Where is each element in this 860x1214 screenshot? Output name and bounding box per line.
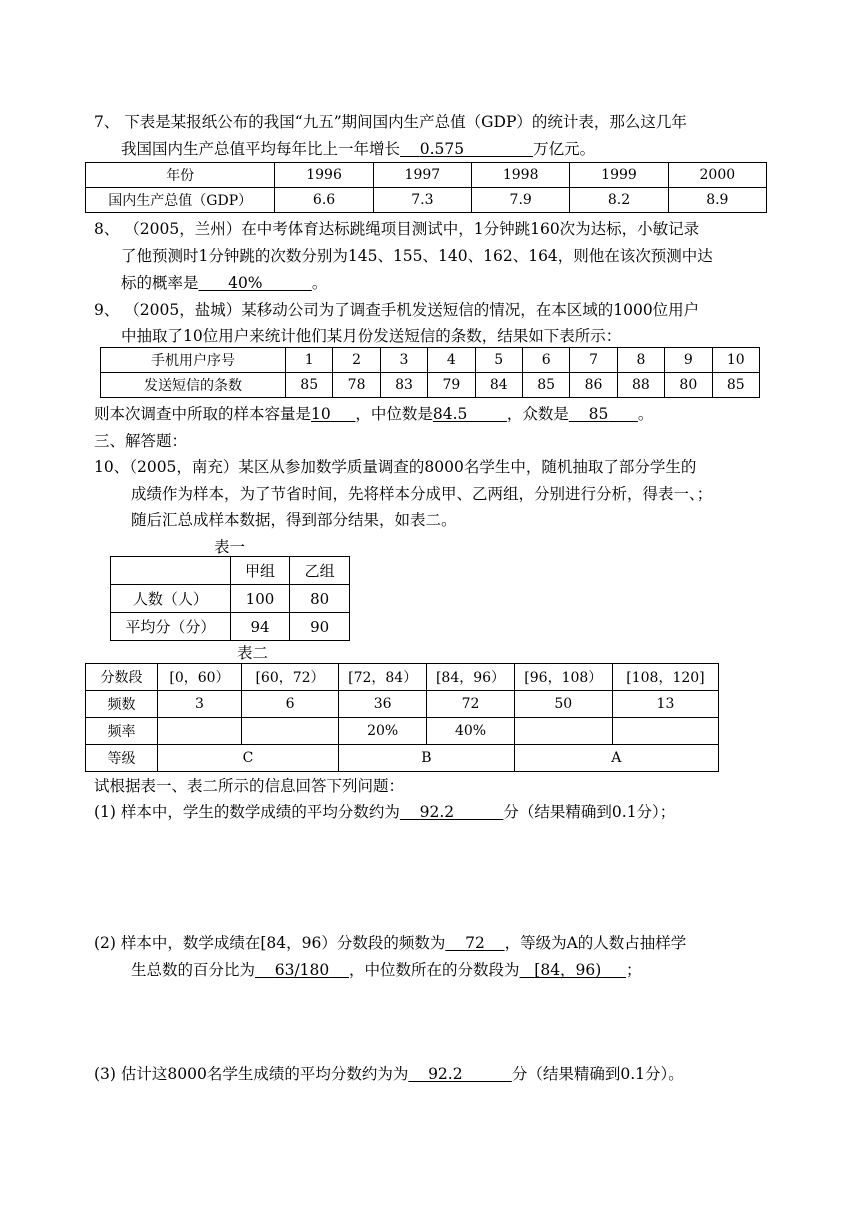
q7-line2-pre: 我国国内生产总值平均每年比上一年增长 (121, 140, 401, 158)
q8-line2: 了他预测时1分钟跳的次数分别为145、155、140、162、164，则他在该次预测中达 (121, 247, 713, 265)
q7-answer (400, 140, 533, 158)
gdp-year: 1999 (570, 163, 668, 188)
q10-part1-answer-value: 92.2 (419, 803, 455, 821)
q10-part2-answer2 (255, 961, 349, 979)
q10-part3 (94, 1064, 684, 1084)
sms-count: 84 (475, 373, 522, 398)
sms-count: 78 (333, 373, 380, 398)
q10-part2-line2-mid: ，中位数所在的分数段为 (348, 961, 520, 979)
q10-part2-line2-pre: 生总数的百分比为 (131, 961, 256, 979)
sms-count: 86 (570, 373, 617, 398)
q10-part3-pre: (3) 估计这8000名学生成绩的平均分数约为为 (94, 1065, 409, 1083)
gdp-year: 2000 (668, 163, 766, 188)
table2-segment: [84，96） (427, 664, 514, 691)
sms-id-row (101, 348, 760, 373)
q9-result-mid1: ，中位数是 (355, 405, 433, 423)
q10-part2-answer1 (445, 934, 504, 952)
table2-freq: 36 (339, 691, 427, 718)
table2-freq: 6 (242, 691, 339, 718)
sms-count: 79 (428, 373, 475, 398)
sms-id: 9 (665, 348, 712, 373)
q10-part3-post: 分（结果精确到0.1分）。 (511, 1065, 684, 1083)
gdp-table (85, 162, 767, 213)
sms-id: 5 (475, 348, 522, 373)
gdp-value: 7.3 (373, 188, 471, 213)
table2-freq: 13 (612, 691, 718, 718)
table1-caption: 表一 (214, 538, 246, 556)
sms-id: 10 (712, 348, 759, 373)
q8-answer-value: 40% (228, 274, 263, 292)
q9-median (433, 405, 507, 423)
table2-freq-row (86, 691, 719, 718)
table1-header: 乙组 (290, 557, 350, 585)
q10-line3: 随后汇总成样本数据，得到部分结果，如表二。 (131, 511, 457, 529)
table1-cell: 90 (290, 613, 350, 641)
table2-rate (612, 718, 718, 745)
q10-part2-answer3 (520, 961, 626, 979)
sms-id: 1 (286, 348, 333, 373)
table2 (85, 663, 719, 772)
q10-part2-line2-post: ； (625, 961, 642, 979)
sms-id: 2 (333, 348, 380, 373)
table1-corner (111, 557, 231, 585)
q7-line2 (121, 139, 595, 159)
q10-part2-line1 (94, 933, 686, 953)
table2-grade-label: 等级 (86, 745, 158, 772)
q10-part1-pre: (1) 样本中，学生的数学成绩的平均分数约为 (94, 803, 400, 821)
sms-id: 8 (617, 348, 664, 373)
table2-freq: 72 (427, 691, 514, 718)
gdp-value: 8.9 (668, 188, 766, 213)
table2-freq: 3 (157, 691, 241, 718)
q8-line3-pre: 标的概率是 (121, 274, 199, 292)
sms-count-row (101, 373, 760, 398)
table1-cell: 80 (290, 585, 350, 613)
sms-count: 80 (665, 373, 712, 398)
sms-count: 83 (380, 373, 427, 398)
table2-rate: 40% (427, 718, 514, 745)
gdp-value: 8.2 (570, 188, 668, 213)
table2-grade: A (514, 745, 718, 772)
table2-segment: [96，108） (514, 664, 612, 691)
sms-count: 85 (286, 373, 333, 398)
table1-row-label: 人数（人） (111, 585, 231, 613)
q8-answer (199, 274, 312, 292)
table2-rate (514, 718, 612, 745)
sms-count: 85 (522, 373, 569, 398)
q9-result-mid2: ，众数是 (506, 405, 569, 423)
table1-cell: 100 (230, 585, 290, 613)
sms-count: 85 (712, 373, 759, 398)
gdp-year: 1998 (472, 163, 570, 188)
q9-sample-size-value: 10 (311, 405, 331, 423)
table2-freq: 50 (514, 691, 612, 718)
sms-row-label: 发送短信的条数 (101, 373, 286, 398)
gdp-year-row (86, 163, 767, 188)
q7-answer-value: 0.575 (419, 140, 465, 158)
gdp-year: 1996 (275, 163, 373, 188)
q8-line3-post: 。 (311, 274, 328, 292)
table2-grade: C (157, 745, 338, 772)
table2-segment: [0，60） (157, 664, 241, 691)
q9-result-pre: 则本次调查中所取的样本容量是 (94, 405, 312, 423)
q9-mode (569, 405, 638, 423)
sms-table (100, 347, 760, 398)
q9-result (94, 404, 653, 424)
q8-line3 (121, 273, 327, 293)
q10-part3-answer (408, 1065, 512, 1083)
sms-count: 88 (617, 373, 664, 398)
table1-header-row (111, 557, 350, 585)
sms-id: 6 (522, 348, 569, 373)
table2-grade: B (339, 745, 515, 772)
q9-line2: 中抽取了10位用户来统计他们某月份发送短信的条数，结果如下表所示： (121, 327, 622, 345)
q9-line1: 9、 （2005，盐城）某移动公司为了调查手机发送短信的情况，在本区域的1000位用户 (94, 301, 700, 319)
q10-part1-post: 分（结果精确到0.1分）； (503, 803, 676, 821)
table2-segment: [72，84） (339, 664, 427, 691)
table2-segment: [108，120] (612, 664, 718, 691)
q9-median-value: 84.5 (432, 405, 468, 423)
gdp-value: 6.6 (275, 188, 373, 213)
q7-line1: 7、 下表是某报纸公布的我国“九五”期间国内生产总值（GDP）的统计表，那么这几年 (94, 113, 687, 131)
table2-caption: 表二 (237, 644, 269, 662)
table1-cell: 94 (230, 613, 290, 641)
q9-sample-size (311, 405, 355, 423)
table2-segment: [60，72） (242, 664, 339, 691)
table2-head-label: 分数段 (86, 664, 158, 691)
sms-header-label: 手机用户序号 (101, 348, 286, 373)
table2-rate-label: 频率 (86, 718, 158, 745)
gdp-value: 7.9 (472, 188, 570, 213)
table1-header: 甲组 (230, 557, 290, 585)
table2-freq-label: 频数 (86, 691, 158, 718)
q10-part1 (94, 802, 675, 822)
sms-id: 4 (428, 348, 475, 373)
q9-result-post: 。 (637, 405, 654, 423)
gdp-value-row (86, 188, 767, 213)
table1-row (111, 585, 350, 613)
q10-part2-pre: (2) 样本中，数学成绩在[84，96）分数段的频数为 (94, 934, 446, 952)
gdp-header-label: 年份 (86, 163, 275, 188)
q10-part1-answer (400, 803, 504, 821)
table1-row-label: 平均分（分） (111, 613, 231, 641)
q8-line1: 8、 （2005，兰州）在中考体育达标跳绳项目测试中，1分钟跳160次为达标，小敏记录 (94, 220, 700, 238)
q10-part2-post: ，等级为A的人数占抽样学 (504, 934, 687, 952)
table1-row (111, 613, 350, 641)
q10-part2-answer1-value: 72 (465, 934, 485, 952)
gdp-year: 1997 (373, 163, 471, 188)
q10-part3-answer-value: 92.2 (428, 1065, 463, 1083)
q10-part2-line2 (131, 960, 641, 980)
table1 (110, 556, 350, 641)
q9-mode-value: 85 (588, 405, 609, 423)
q10-part2-answer2-value: 63/180 (274, 961, 330, 979)
table2-grade-row (86, 745, 719, 772)
q7-line2-post: 万亿元。 (533, 140, 596, 158)
sms-id: 3 (380, 348, 427, 373)
table2-segment-row (86, 664, 719, 691)
table2-rate-row (86, 718, 719, 745)
table2-rate: 20% (339, 718, 427, 745)
gdp-row-label: 国内生产总值（GDP） (86, 188, 275, 213)
table2-rate (242, 718, 339, 745)
table2-rate (157, 718, 241, 745)
section-title: 三、解答题： (94, 432, 188, 450)
q10-line2: 成绩作为样本，为了节省时间，先将样本分成甲、乙两组，分别进行分析，得表一、； (131, 485, 713, 503)
sms-id: 7 (570, 348, 617, 373)
q10-line1: 10、（2005，南充）某区从参加数学质量调查的8000名学生中，随机抽取了部分学生的 (94, 458, 697, 476)
q10-prompt: 试根据表一、表二所示的信息回答下列问题： (94, 777, 405, 795)
q10-part2-answer3-value: [84，96) (534, 961, 602, 979)
